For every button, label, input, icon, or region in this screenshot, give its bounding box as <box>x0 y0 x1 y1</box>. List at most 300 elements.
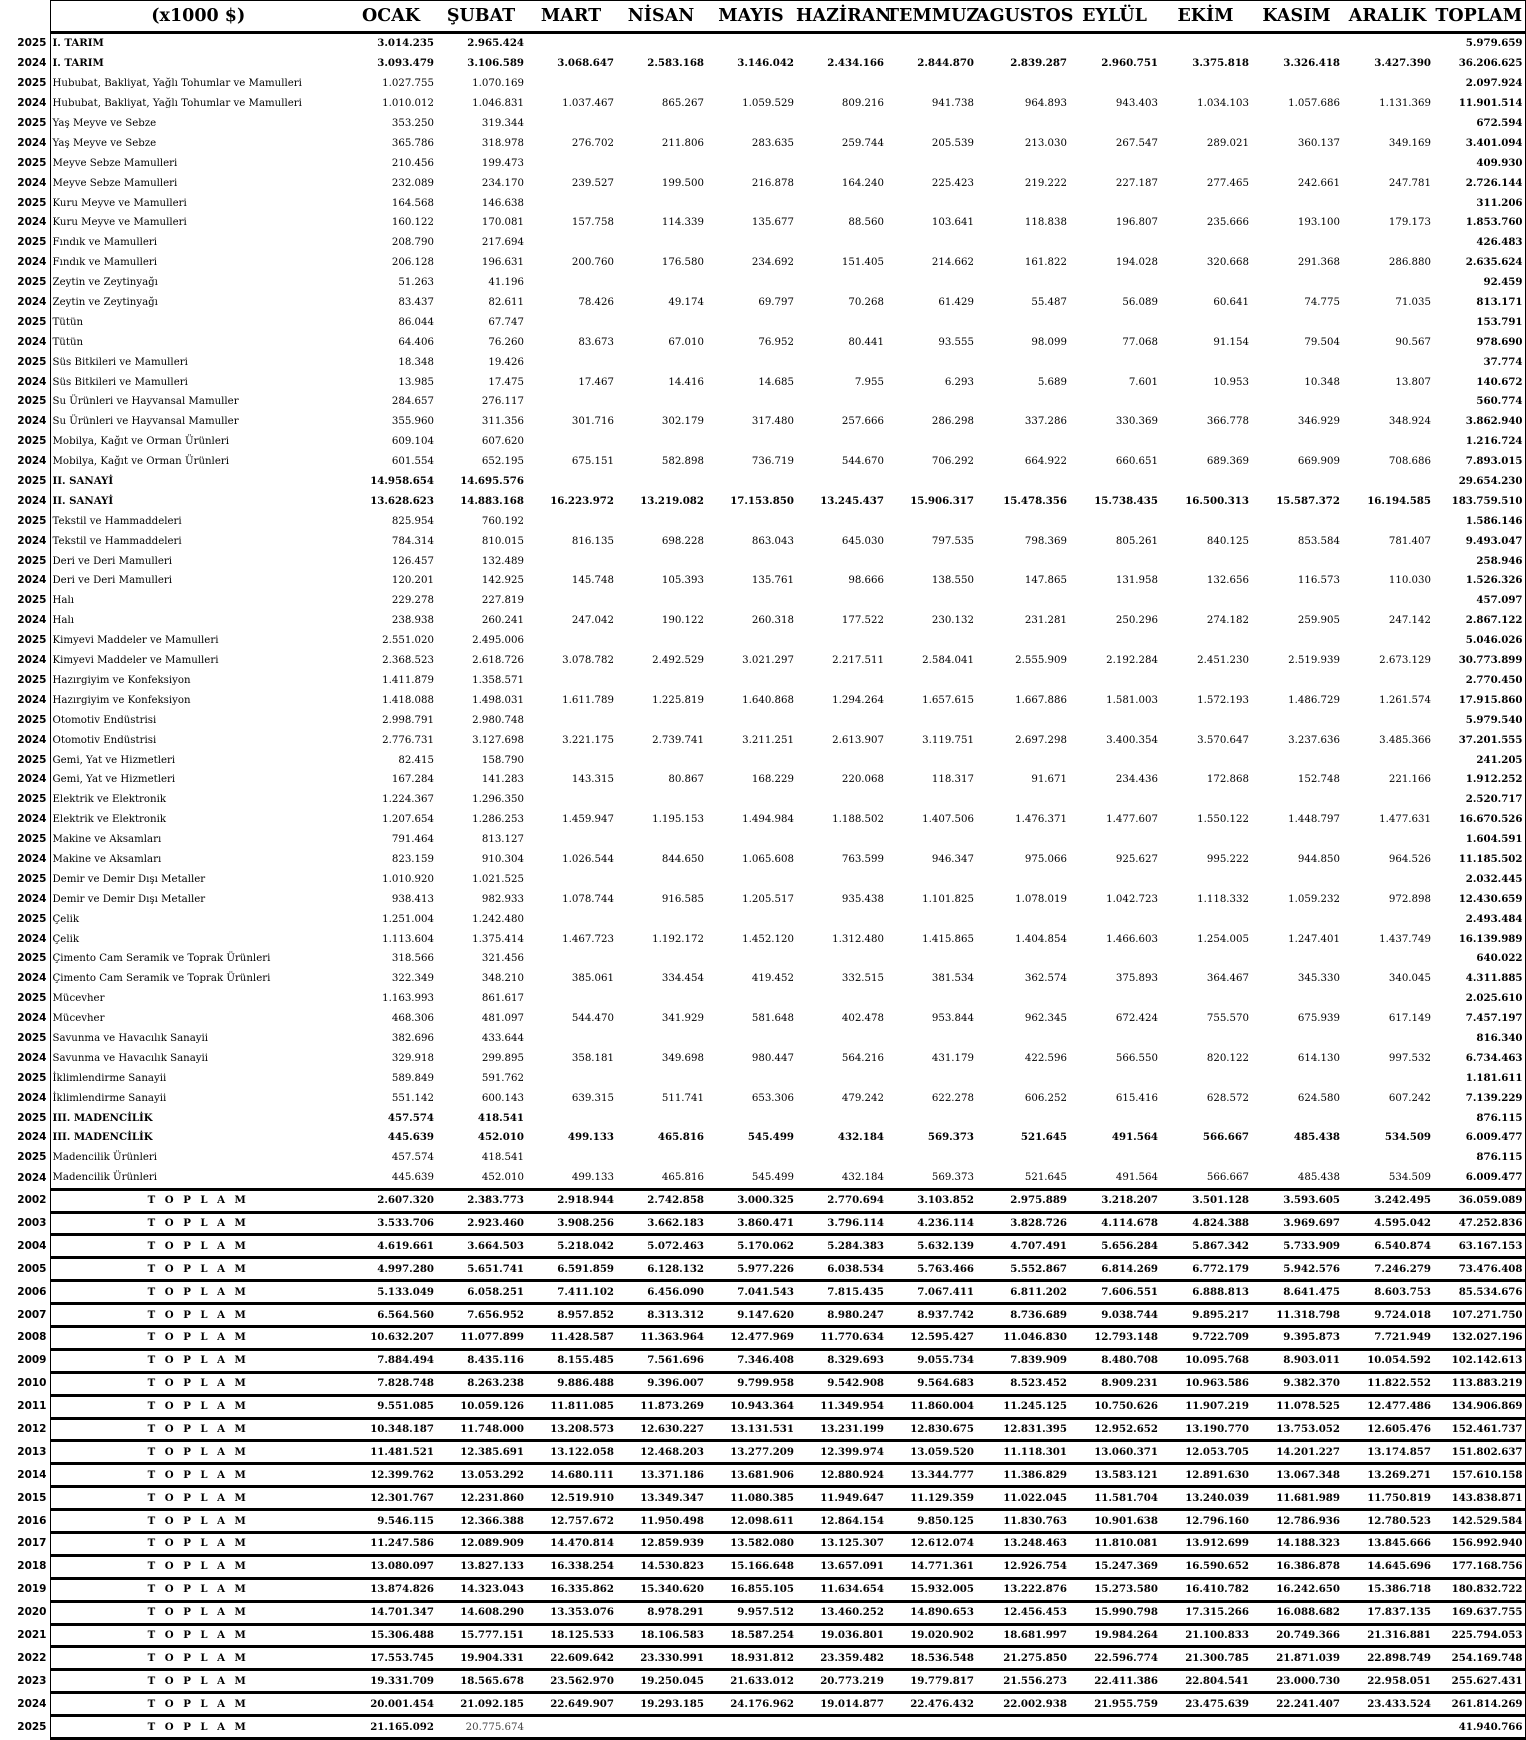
month-value-cell: 9.724.018 <box>1342 1304 1433 1327</box>
month-value-cell <box>1069 33 1160 54</box>
month-value-cell: 193.100 <box>1297 217 1340 229</box>
month-value-cell: 1.078.744 <box>562 893 614 905</box>
month-value-cell: 151.405 <box>841 257 884 269</box>
total-cell: 876.115 <box>1433 1108 1525 1128</box>
month-value-cell: 15.340.620 <box>616 1578 706 1601</box>
month-value-cell: 10.348.187 <box>346 1418 436 1441</box>
month-value-cell: 13.131.531 <box>706 1418 796 1441</box>
month-value-cell: 5.733.909 <box>1251 1235 1342 1258</box>
month-value-cell: 422.596 <box>1024 1052 1067 1064</box>
month-value-cell <box>1160 233 1251 253</box>
table-row <box>0 671 1525 691</box>
month-value-cell: 3.014.235 <box>377 37 434 50</box>
month-value-cell <box>796 750 886 770</box>
month-value-cell <box>1069 392 1160 412</box>
month-value-cell: 1.021.525 <box>472 873 524 885</box>
month-value-cell <box>526 153 616 173</box>
month-value-cell: 15.990.798 <box>1069 1601 1160 1624</box>
month-value-cell: 980.447 <box>751 1052 794 1064</box>
category-label: Hazırgiyim ve Konfeksiyon <box>50 690 346 710</box>
month-value-cell: 143.315 <box>571 774 614 786</box>
month-value-cell: 21.165.092 <box>346 1716 436 1739</box>
month-value-cell: 591.762 <box>481 1072 524 1084</box>
month-value-cell <box>1069 432 1160 452</box>
month-value-cell: 168.229 <box>751 774 794 786</box>
month-value-cell <box>886 1029 976 1049</box>
total-cell: 254.169.748 <box>1433 1647 1525 1670</box>
year-cell: 2024 <box>17 813 47 826</box>
month-value-cell: 675.151 <box>571 456 614 468</box>
month-value-cell <box>1342 153 1433 173</box>
month-value-cell: 6.293 <box>944 376 974 388</box>
year-cell: 2024 <box>17 733 47 746</box>
table-row <box>0 1624 1525 1647</box>
month-value-cell: 196.807 <box>1115 217 1158 229</box>
month-value-cell: 6.772.179 <box>1160 1258 1251 1281</box>
month-value-cell: 1.477.631 <box>1379 814 1431 826</box>
table-row <box>0 233 1525 253</box>
month-value-cell: 1.494.984 <box>742 814 794 826</box>
total-cell: 151.802.637 <box>1433 1441 1525 1464</box>
table-row <box>0 114 1525 134</box>
month-value-cell <box>706 869 796 889</box>
month-value-cell: 9.957.512 <box>706 1601 796 1624</box>
month-value-cell <box>1251 74 1342 94</box>
month-value-cell: 1.415.865 <box>922 933 974 945</box>
total-cell: 5.979.540 <box>1433 710 1525 730</box>
month-value-cell <box>1251 1716 1342 1739</box>
month-value-cell: 23.433.524 <box>1342 1693 1433 1716</box>
month-value-cell: 8.155.485 <box>526 1349 616 1372</box>
month-value-cell: 12.830.675 <box>886 1418 976 1441</box>
total-cell: 5.046.026 <box>1433 631 1525 651</box>
month-value-cell <box>1251 551 1342 571</box>
month-value-cell <box>1160 591 1251 611</box>
table-row <box>0 312 1525 332</box>
category-label: T O P L A M <box>50 1716 346 1739</box>
category-label: Kimyevi Maddeler ve Mamulleri <box>50 631 346 651</box>
month-value-cell: 13.912.699 <box>1160 1533 1251 1556</box>
category-label: Tütün <box>50 332 346 352</box>
month-value-cell: 14.890.653 <box>886 1601 976 1624</box>
month-value-cell: 366.778 <box>1206 416 1249 428</box>
month-value-cell: 1.057.686 <box>1288 98 1340 110</box>
month-value-cell: 13.344.777 <box>886 1464 976 1487</box>
month-value-cell <box>706 750 796 770</box>
month-value-cell: 14.685 <box>758 376 794 388</box>
month-value-cell: 21.633.012 <box>706 1670 796 1693</box>
month-value-cell: 210.456 <box>391 157 434 169</box>
month-value-cell: 98.099 <box>1031 336 1067 348</box>
month-value-cell: 975.066 <box>1024 853 1067 865</box>
month-value-cell: 566.667 <box>1206 1172 1249 1184</box>
month-value-cell: 2.451.230 <box>1197 655 1249 667</box>
month-value-cell <box>616 671 706 691</box>
year-cell: 2024 <box>17 972 47 985</box>
month-value-cell: 566.550 <box>1115 1052 1158 1064</box>
table-row <box>0 491 1525 511</box>
category-label: Fındık ve Mamulleri <box>50 233 346 253</box>
year-cell: 2024 <box>17 455 47 468</box>
month-value-cell <box>526 909 616 929</box>
month-value-cell: 3.127.698 <box>472 734 524 746</box>
month-value-cell: 80.441 <box>848 336 884 348</box>
month-value-cell: 18.931.812 <box>706 1647 796 1670</box>
month-value-cell: 358.181 <box>571 1052 614 1064</box>
month-value-cell: 8.313.312 <box>616 1304 706 1327</box>
month-value-cell: 13.245.437 <box>820 494 884 507</box>
table-row <box>0 1029 1525 1049</box>
month-value-cell <box>1160 392 1251 412</box>
month-value-cell: 7.246.279 <box>1342 1258 1433 1281</box>
total-cell: 132.027.196 <box>1433 1327 1525 1350</box>
month-value-cell: 9.546.115 <box>346 1510 436 1533</box>
month-value-cell: 4.997.280 <box>346 1258 436 1281</box>
month-value-cell <box>1160 1148 1251 1168</box>
month-value-cell: 1.286.253 <box>472 814 524 826</box>
month-value-cell <box>1251 193 1342 213</box>
month-value-cell: 433.644 <box>481 1032 524 1044</box>
month-value-cell: 41.196 <box>488 277 524 289</box>
category-label: Halı <box>50 611 346 631</box>
month-value-cell: 13.371.186 <box>616 1464 706 1487</box>
month-value-cell: 348.924 <box>1388 416 1431 428</box>
year-cell: 2025 <box>17 236 47 249</box>
month-value-cell: 9.551.085 <box>346 1395 436 1418</box>
month-value-cell: 607.242 <box>1388 1092 1431 1104</box>
month-value-cell: 19.293.185 <box>616 1693 706 1716</box>
year-cell: 2025 <box>17 395 47 408</box>
month-value-cell <box>886 830 976 850</box>
month-value-cell <box>1069 1029 1160 1049</box>
total-cell: 876.115 <box>1433 1148 1525 1168</box>
month-value-cell: 3.969.697 <box>1251 1212 1342 1235</box>
month-value-cell: 962.345 <box>1024 1013 1067 1025</box>
month-value-cell: 289.021 <box>1206 137 1249 149</box>
month-value-cell: 566.667 <box>1202 1131 1249 1144</box>
month-value-cell: 235.666 <box>1206 217 1249 229</box>
month-value-cell: 6.564.560 <box>346 1304 436 1327</box>
year-cell: 2025 <box>17 912 47 925</box>
total-cell: 134.906.869 <box>1433 1395 1525 1418</box>
month-value-cell: 172.868 <box>1206 774 1249 786</box>
unit-header: (x1000 $) <box>50 1 346 33</box>
year-cell: 2024 <box>17 614 47 627</box>
table-row <box>0 1487 1525 1510</box>
category-label: İklimlendirme Sanayii <box>50 1088 346 1108</box>
month-value-cell: 910.304 <box>481 853 524 865</box>
month-value-cell: 15.478.356 <box>1003 494 1067 507</box>
month-value-cell: 12.605.476 <box>1342 1418 1433 1441</box>
table-row <box>0 1189 1525 1212</box>
month-value-cell: 14.530.823 <box>616 1555 706 1578</box>
month-value-cell <box>976 710 1069 730</box>
table-row <box>0 850 1525 870</box>
month-value-cell <box>886 1148 976 1168</box>
month-value-cell <box>706 432 796 452</box>
month-value-cell <box>886 591 976 611</box>
month-value-cell: 10.963.586 <box>1160 1372 1251 1395</box>
month-value-cell: 2.192.284 <box>1106 655 1158 667</box>
total-cell: 1.604.591 <box>1433 830 1525 850</box>
month-value-cell: 3.326.418 <box>1283 57 1340 70</box>
month-value-cell: 24.176.962 <box>706 1693 796 1716</box>
month-value-cell: 82.611 <box>488 297 524 309</box>
month-value-cell: 589.849 <box>391 1072 434 1084</box>
month-value-cell: 267.547 <box>1115 137 1158 149</box>
month-value-cell: 2.492.529 <box>652 655 704 667</box>
month-value-cell: 105.393 <box>661 575 704 587</box>
month-value-cell: 628.572 <box>1206 1092 1249 1104</box>
month-value-cell: 21.871.039 <box>1251 1647 1342 1670</box>
month-header: EKİM <box>1160 1 1251 33</box>
total-cell: 92.459 <box>1433 273 1525 293</box>
month-value-cell: 997.532 <box>1388 1052 1431 1064</box>
month-value-cell <box>796 949 886 969</box>
category-label: Elektrik ve Elektronik <box>50 790 346 810</box>
month-value-cell <box>976 869 1069 889</box>
month-value-cell: 6.540.874 <box>1342 1235 1433 1258</box>
month-value-cell: 12.399.974 <box>796 1441 886 1464</box>
month-value-cell: 6.814.269 <box>1069 1258 1160 1281</box>
month-value-cell <box>1251 472 1342 492</box>
month-header: OCAK <box>346 1 436 33</box>
total-cell: 85.534.676 <box>1433 1281 1525 1304</box>
month-value-cell <box>976 472 1069 492</box>
month-value-cell: 286.298 <box>931 416 974 428</box>
category-label: Yaş Meyve ve Sebze <box>50 133 346 153</box>
month-value-cell: 7.601 <box>1128 376 1158 388</box>
month-value-cell <box>1342 1068 1433 1088</box>
table-row <box>0 432 1525 452</box>
month-value-cell: 964.893 <box>1024 98 1067 110</box>
month-value-cell: 8.937.742 <box>886 1304 976 1327</box>
month-value-cell: 8.480.708 <box>1069 1349 1160 1372</box>
month-value-cell: 322.349 <box>391 973 434 985</box>
month-value-cell: 19.904.331 <box>436 1647 526 1670</box>
month-value-cell <box>706 352 796 372</box>
month-value-cell: 18.536.548 <box>886 1647 976 1670</box>
total-cell: 1.853.760 <box>1433 213 1525 233</box>
month-value-cell: 1.059.529 <box>742 98 794 110</box>
month-value-cell: 330.369 <box>1115 416 1158 428</box>
month-value-cell: 13.628.623 <box>370 494 434 507</box>
total-cell: 672.594 <box>1433 114 1525 134</box>
category-label: Madencilik Ürünleri <box>50 1148 346 1168</box>
month-value-cell <box>976 830 1069 850</box>
month-value-cell: 5.170.062 <box>706 1235 796 1258</box>
table-row <box>0 472 1525 492</box>
month-value-cell: 569.373 <box>927 1131 974 1144</box>
year-cell: 2024 <box>17 892 47 905</box>
month-value-cell <box>1342 989 1433 1009</box>
month-value-cell: 18.106.583 <box>616 1624 706 1647</box>
month-value-cell: 798.369 <box>1024 535 1067 547</box>
month-value-cell <box>796 591 886 611</box>
month-value-cell <box>886 949 976 969</box>
category-label: T O P L A M <box>50 1670 346 1693</box>
month-value-cell: 2.584.041 <box>922 655 974 667</box>
month-value-cell <box>706 1148 796 1168</box>
month-value-cell: 229.278 <box>391 595 434 607</box>
year-cell: 2008 <box>17 1331 47 1344</box>
month-value-cell <box>1342 33 1433 54</box>
total-cell: 140.672 <box>1433 372 1525 392</box>
month-value-cell: 11.770.634 <box>796 1327 886 1350</box>
month-value-cell <box>616 949 706 969</box>
month-value-cell: 457.574 <box>387 1111 434 1124</box>
month-value-cell <box>976 551 1069 571</box>
month-value-cell: 1.247.401 <box>1288 933 1340 945</box>
month-value-cell: 17.553.745 <box>346 1647 436 1670</box>
month-value-cell: 11.907.219 <box>1160 1395 1251 1418</box>
year-cell: 2011 <box>17 1400 47 1413</box>
month-value-cell: 5.632.139 <box>886 1235 976 1258</box>
month-value-cell <box>706 511 796 531</box>
month-value-cell: 12.630.227 <box>616 1418 706 1441</box>
table-row <box>0 531 1525 551</box>
month-value-cell <box>1069 591 1160 611</box>
month-value-cell: 23.475.639 <box>1160 1693 1251 1716</box>
table-row <box>0 1281 1525 1304</box>
month-value-cell: 13.080.097 <box>346 1555 436 1578</box>
category-label: Çelik <box>50 909 346 929</box>
year-cell: 2025 <box>17 1111 47 1124</box>
month-value-cell <box>526 1148 616 1168</box>
month-value-cell: 22.476.432 <box>886 1693 976 1716</box>
total-cell: 813.171 <box>1433 293 1525 313</box>
year-cell: 2025 <box>17 952 47 965</box>
month-value-cell: 953.844 <box>931 1013 974 1025</box>
table-row <box>0 1349 1525 1372</box>
total-cell: 261.814.269 <box>1433 1693 1525 1716</box>
month-value-cell: 18.348 <box>398 356 434 368</box>
month-value-cell: 452.010 <box>477 1131 524 1144</box>
month-header: EYLÜL <box>1069 1 1160 33</box>
month-value-cell <box>796 1029 886 1049</box>
month-value-cell: 276.702 <box>571 137 614 149</box>
month-value-cell: 9.886.488 <box>526 1372 616 1395</box>
month-value-cell <box>976 33 1069 54</box>
month-value-cell: 11.748.000 <box>436 1418 526 1441</box>
month-value-cell: 689.369 <box>1206 456 1249 468</box>
month-value-cell: 5.218.042 <box>526 1235 616 1258</box>
month-value-cell: 13.583.121 <box>1069 1464 1160 1487</box>
month-value-cell: 16.194.585 <box>1367 494 1431 507</box>
month-value-cell: 669.909 <box>1297 456 1340 468</box>
month-value-cell: 481.097 <box>481 1013 524 1025</box>
month-value-cell: 9.895.217 <box>1160 1304 1251 1327</box>
month-value-cell: 11.363.964 <box>616 1327 706 1350</box>
month-value-cell: 617.149 <box>1388 1013 1431 1025</box>
month-value-cell: 78.426 <box>578 297 614 309</box>
month-value-cell <box>706 949 796 969</box>
month-value-cell: 2.495.006 <box>472 635 524 647</box>
month-value-cell: 7.606.551 <box>1069 1281 1160 1304</box>
category-label: Hububat, Bakliyat, Yağlı Tohumlar ve Mamulleri <box>50 74 346 94</box>
category-label: Çimento Cam Seramik ve Toprak Ürünleri <box>50 969 346 989</box>
month-value-cell <box>1251 790 1342 810</box>
month-value-cell: 8.909.231 <box>1069 1372 1160 1395</box>
month-value-cell: 1.163.993 <box>382 993 434 1005</box>
total-cell: 152.461.737 <box>1433 1418 1525 1441</box>
month-value-cell <box>526 551 616 571</box>
month-value-cell: 609.104 <box>391 436 434 448</box>
month-value-cell: 13.060.371 <box>1069 1441 1160 1464</box>
category-label: Makine ve Aksamları <box>50 830 346 850</box>
category-label: Elektrik ve Elektronik <box>50 810 346 830</box>
month-value-cell: 14.771.361 <box>886 1555 976 1578</box>
month-value-cell: 141.283 <box>481 774 524 786</box>
total-cell: 7.457.197 <box>1433 1009 1525 1029</box>
month-value-cell: 4.824.388 <box>1160 1212 1251 1235</box>
month-value-cell: 118.838 <box>1024 217 1067 229</box>
year-cell: 2007 <box>17 1308 47 1321</box>
month-value-cell <box>796 153 886 173</box>
month-value-cell <box>1069 273 1160 293</box>
category-label: Su Ürünleri ve Hayvansal Mamuller <box>50 392 346 412</box>
month-value-cell: 8.957.852 <box>526 1304 616 1327</box>
month-value-cell <box>526 114 616 134</box>
month-value-cell: 9.055.734 <box>886 1349 976 1372</box>
table-row <box>0 869 1525 889</box>
month-value-cell: 12.477.969 <box>706 1327 796 1350</box>
month-value-cell: 861.617 <box>481 993 524 1005</box>
total-cell: 47.252.836 <box>1433 1212 1525 1235</box>
month-value-cell: 135.677 <box>751 217 794 229</box>
year-cell: 2025 <box>17 554 47 567</box>
month-value-cell: 544.670 <box>841 456 884 468</box>
month-value-cell <box>526 949 616 969</box>
month-value-cell <box>1251 432 1342 452</box>
month-value-cell: 12.952.652 <box>1069 1418 1160 1441</box>
month-value-cell: 12.926.754 <box>976 1555 1069 1578</box>
year-cell: 2025 <box>17 514 47 527</box>
category-label: T O P L A M <box>50 1578 346 1601</box>
month-value-cell <box>796 233 886 253</box>
month-value-cell: 334.454 <box>661 973 704 985</box>
month-value-cell <box>796 432 886 452</box>
category-label: Hazırgiyim ve Konfeksiyon <box>50 671 346 691</box>
month-value-cell: 1.452.120 <box>742 933 794 945</box>
month-value-cell <box>1160 750 1251 770</box>
year-cell: 2024 <box>17 97 47 110</box>
month-value-cell: 3.400.354 <box>1106 734 1158 746</box>
month-value-cell <box>1342 114 1433 134</box>
month-value-cell: 11.318.798 <box>1251 1304 1342 1327</box>
month-value-cell <box>1342 830 1433 850</box>
month-value-cell <box>1069 750 1160 770</box>
month-value-cell <box>526 432 616 452</box>
year-cell: 2024 <box>17 57 47 70</box>
month-value-cell: 1.059.232 <box>1288 893 1340 905</box>
month-value-cell: 208.790 <box>391 237 434 249</box>
year-cell: 2024 <box>17 1051 47 1064</box>
month-value-cell: 601.554 <box>391 456 434 468</box>
month-value-cell: 13.240.039 <box>1160 1487 1251 1510</box>
total-cell: 180.832.722 <box>1433 1578 1525 1601</box>
table-row <box>0 153 1525 173</box>
table-row <box>0 452 1525 472</box>
month-value-cell <box>1342 790 1433 810</box>
month-value-cell: 10.953 <box>1213 376 1249 388</box>
month-value-cell: 946.347 <box>931 853 974 865</box>
month-value-cell <box>706 1068 796 1088</box>
total-cell: 3.401.094 <box>1433 133 1525 153</box>
month-value-cell: 1.065.608 <box>742 853 794 865</box>
month-value-cell: 2.918.944 <box>526 1189 616 1212</box>
month-value-cell <box>976 273 1069 293</box>
